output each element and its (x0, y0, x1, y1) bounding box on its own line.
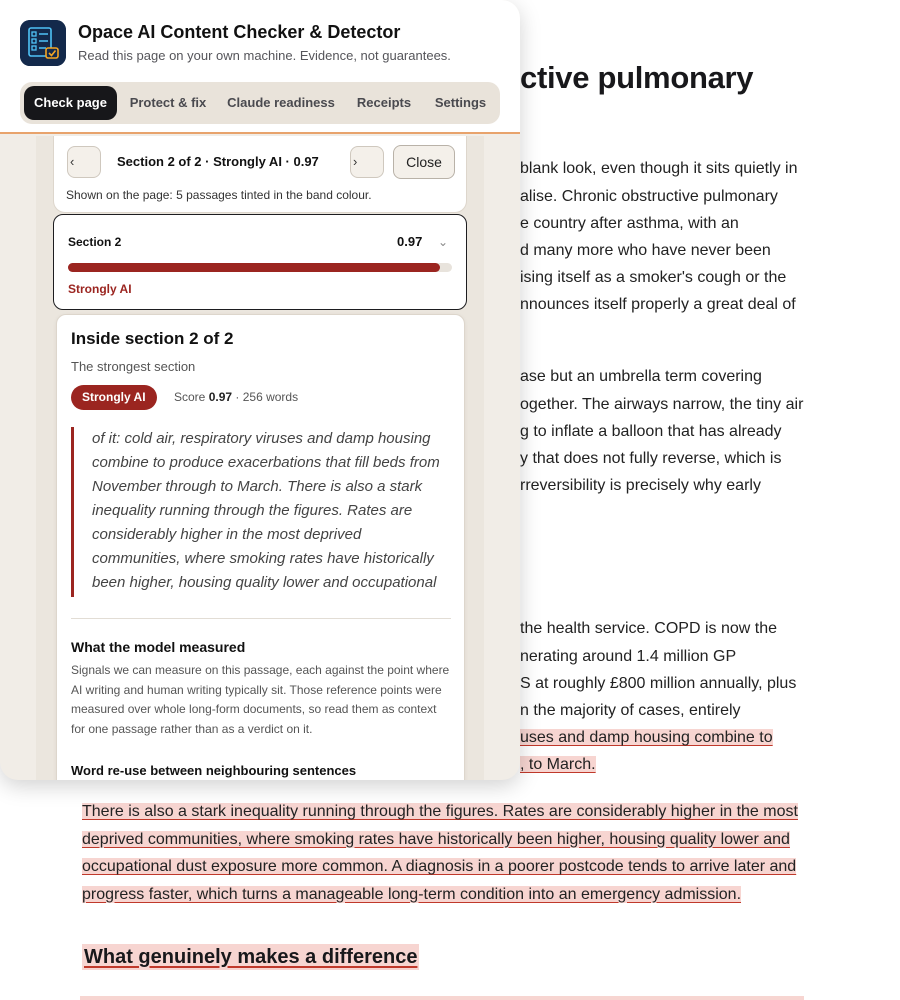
detail-meta (174, 390, 298, 404)
highlighted-paragraph (82, 798, 822, 908)
article-subheading (82, 946, 419, 969)
tab-bar (20, 82, 500, 124)
panel-header (0, 0, 520, 134)
tab-claude-readiness[interactable]: Claude readiness (227, 95, 335, 110)
passage-quote: of it: cold air, respiratory viruses and damp housing combine to produce exacerbations that fill beds from November through to March. There is also a stark inequality running through the figures. Rates are considerably higher in the most deprived communities, where smoking rates have historically been higher, housing quality lower and occupational (71, 427, 451, 597)
app-subtitle: Read this page on your own machine. Evidence, not guarantees. (78, 48, 451, 63)
divider (71, 618, 451, 619)
article-line: ase but an umbrella term covering (520, 368, 762, 385)
next-section-button[interactable]: › (350, 146, 384, 178)
previous-section-button[interactable]: ‹ (67, 146, 101, 178)
article-line: S at roughly £800 million annually, plus (520, 675, 797, 692)
article-title: ctive pulmonary (520, 60, 754, 95)
article-line: ising itself as a smoker's cough or the (520, 269, 787, 286)
detail-title: Inside section 2 of 2 (71, 329, 234, 348)
tab-settings[interactable]: Settings (434, 95, 487, 110)
section-score: 0.97 (397, 234, 423, 249)
article-line: rreversibility is precisely why early (520, 477, 761, 494)
detail-subtitle: The strongest section (71, 359, 196, 374)
section-band: Strongly AI (68, 282, 132, 296)
section-navigator (53, 136, 467, 213)
measured-heading: What the model measured (71, 639, 246, 655)
article-line: ogether. The airways narrow, the tiny air (520, 396, 804, 413)
status-badge: Strongly AI (71, 385, 157, 410)
article-line: alise. Chronic obstructive pulmonary (520, 188, 778, 205)
article-line: nerating around 1.4 million GP (520, 648, 737, 665)
score-bar-track (68, 263, 452, 272)
article-line: blank look, even though it sits quietly in (520, 160, 798, 177)
tab-receipts[interactable]: Receipts (356, 95, 412, 110)
extension-panel (0, 0, 520, 780)
article-line-highlighted (520, 756, 596, 774)
article-line: e country after asthma, with an (520, 215, 739, 232)
article-line: g to inflate a balloon that has already (520, 423, 782, 440)
chevron-down-icon[interactable]: ⌄ (438, 235, 449, 249)
article-line: the health service. COPD is now the (520, 620, 778, 637)
section-detail-card (56, 314, 465, 780)
article-line: n the majority of cases, entirely (520, 702, 741, 719)
highlight-note: Shown on the page: 5 passages tinted in the band colour. (66, 188, 372, 202)
app-title: Opace AI Content Checker & Detector (78, 22, 401, 42)
section-summary-card[interactable] (53, 214, 467, 310)
meta-score: 0.97 (208, 390, 233, 404)
highlighted-passage-edge (80, 996, 804, 1000)
highlighted-passage: There is also a stark inequality running through the figures. Rates are considerably higher in the most deprived communities, where smoking rates have historically been higher, housing quality lower and occupational dust exposure more common. A diagnosis in a poorer postcode tends to arrive later and progress faster, which turns a manageable long-term condition into an emergency admission. (82, 803, 798, 903)
article-line: nnounces itself properly a great deal of (520, 296, 796, 313)
checklist-document-icon (20, 20, 66, 66)
metric-heading: Word re-use between neighbouring sentences (71, 763, 357, 778)
highlighted-passage: uses and damp housing combine to (520, 729, 773, 746)
close-button[interactable]: Close (393, 145, 455, 179)
section-navigator-title: Section 2 of 2 · Strongly AI · 0.97 (117, 154, 319, 169)
article-line: y that does not fully reverse, which is (520, 450, 782, 467)
score-bar-fill (68, 263, 440, 272)
tab-check-page[interactable]: Check page (24, 86, 117, 120)
tab-protect-fix[interactable]: Protect & fix (129, 95, 207, 110)
section-name: Section 2 (68, 235, 122, 249)
meta-word-count: · 256 words (235, 390, 299, 404)
highlighted-heading: What genuinely makes a difference (84, 946, 418, 968)
highlighted-passage: , to March. (520, 756, 596, 773)
meta-prefix: Score (174, 390, 206, 404)
article-line: d many more who have never been (520, 242, 771, 259)
article-line-highlighted (520, 729, 773, 747)
measured-description: Signals we can measure on this passage, each against the point where AI writing and human writing typically sit. Those reference points were measured over whole long-form documents, so read them as context for one passage rather than as a verdict on it. (71, 663, 450, 736)
